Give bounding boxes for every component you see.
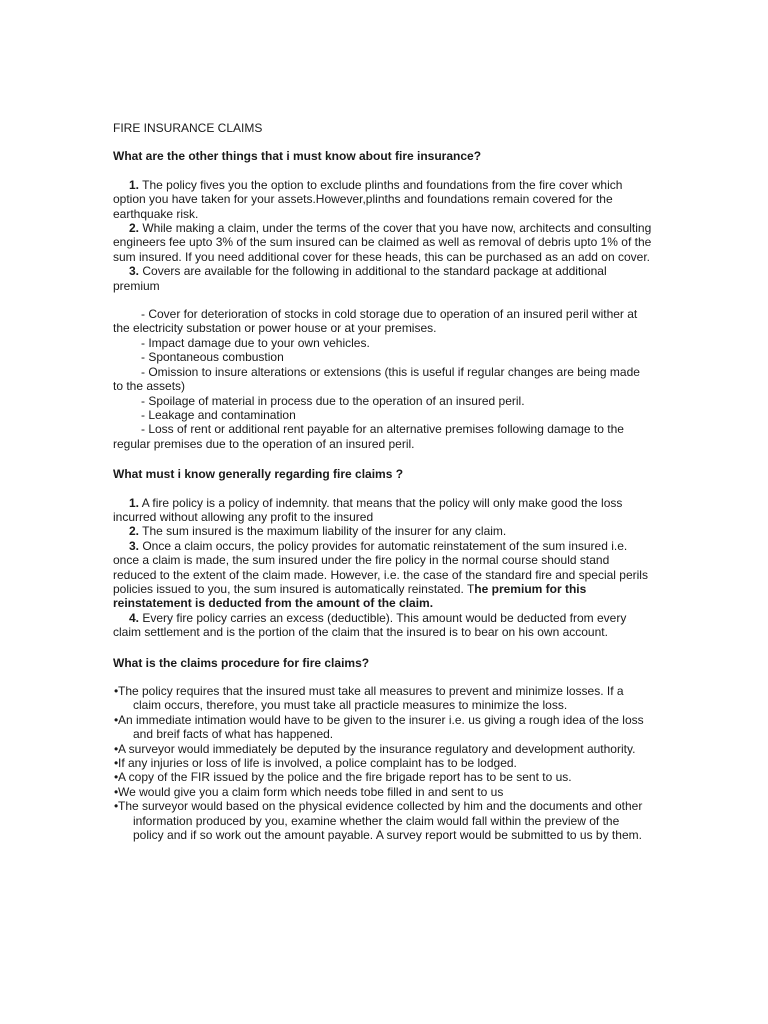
- section-heading-claims-procedure: What is the claims procedure for fire claims?: [113, 655, 370, 670]
- bullet-text: A copy of the FIR issued by the police and the fire brigade report has to be sent to us.: [118, 770, 572, 785]
- bullet-icon: •: [114, 756, 119, 771]
- item-number: 2.: [129, 524, 140, 539]
- item-number: 2.: [129, 221, 140, 236]
- document-body: [113, 121, 653, 842]
- bullet-icon: •: [114, 784, 119, 799]
- cover-item: - Cover for deterioration of stocks in cold storage due to operation of an insured peril wither at the electricity substation or power house or at your premises.: [113, 307, 638, 336]
- item-number: 4.: [129, 610, 140, 625]
- item-number: 3.: [129, 538, 140, 553]
- bullet-item: [113, 799, 653, 842]
- cover-item: - Loss of rent or additional rent payable for an alternative premises following damage to the regular premises due to the operation of an insured peril.: [113, 422, 624, 451]
- section-heading-fire-insurance: What are the other things that i must know about fire insurance?: [113, 149, 482, 164]
- bullet-text: The policy requires that the insured must take all measures to prevent and minimize losses. If a claim occurs, therefore, you must take all practicle measures to minimize the loss.: [118, 684, 624, 713]
- bullet-item: [113, 742, 653, 756]
- numbered-item: [113, 524, 653, 538]
- bullet-item: [113, 770, 653, 784]
- claims-procedure-list: [113, 684, 653, 842]
- cover-item: - Spoilage of material in process due to the operation of an insured peril.: [141, 393, 525, 408]
- bullet-item: [113, 713, 653, 742]
- cover-item: - Omission to insure alterations or extensions (this is useful if regular changes are being made to the assets): [113, 364, 640, 394]
- bullet-icon: •: [114, 684, 119, 698]
- item-text: The sum insured is the maximum liability of the insurer for any claim.: [139, 524, 507, 539]
- item-text: While making a claim, under the terms of the cover that you have now, architects and consulting engineers fee upto 3% of the sum insured can be claimed as well as removal of debris upto 1% of the sum insured. If you need additional cover for these heads, this can be purchased as an add on cover.: [113, 221, 652, 264]
- bullet-icon: •: [114, 799, 119, 814]
- bullet-item: [113, 684, 653, 713]
- bullet-icon: •: [114, 741, 119, 756]
- cover-item: - Spontaneous combustion: [141, 350, 284, 365]
- item-text: A fire policy is a policy of indemnity. that means that the policy will only make good the loss incurred without allowing any profit to the insured: [113, 495, 623, 524]
- item-bold-text: he premium for this reinstatement is deducted from the amount of the claim.: [113, 581, 587, 611]
- numbered-item: [113, 221, 653, 264]
- item-text: Every fire policy carries an excess (deductible). This amount would be deducted from every claim settlement and is the portion of the claim that the insured is to bear on his own account.: [113, 610, 627, 640]
- section-fire-insurance-list: [113, 178, 653, 293]
- item-text: Covers are available for the following in additional to the standard package at additional premium: [113, 264, 607, 293]
- cover-item: - Leakage and contamination: [141, 407, 296, 422]
- bullet-text: We would give you a claim form which needs tobe filled in and sent to us: [118, 784, 504, 799]
- numbered-item: [113, 611, 653, 640]
- item-text: The policy fives you the option to exclude plinths and foundations from the fire cover which option you have taken for your assets.However,plinths and foundations remain covered for the earthquake risk.: [113, 177, 623, 221]
- numbered-item: [113, 178, 653, 221]
- bullet-icon: •: [114, 770, 119, 785]
- cover-item: - Impact damage due to your own vehicles.: [141, 335, 370, 350]
- document-title: FIRE INSURANCE CLAIMS: [113, 121, 263, 135]
- bullet-text: If any injuries or loss of life is involved, a police complaint has to be lodged.: [118, 756, 517, 771]
- bullet-icon: •: [114, 712, 119, 727]
- section-fire-claims-list: [113, 496, 653, 640]
- numbered-item: [113, 496, 653, 525]
- item-number: 1.: [129, 177, 140, 192]
- numbered-item: [113, 264, 653, 293]
- section-heading-fire-claims: What must i know generally regarding fire claims ?: [113, 467, 404, 482]
- bullet-text: The surveyor would based on the physical evidence collected by him and the documents and other information produced by you, examine whether the claim would fall within the preview of the policy and if so work out the amount payable. A survey report would be submitted to us by them.: [118, 799, 643, 843]
- numbered-item: [113, 539, 653, 611]
- additional-covers-list: [113, 307, 653, 451]
- bullet-item: [113, 785, 653, 799]
- bullet-text: An immediate intimation would have to be given to the insurer i.e. us giving a rough idea of the loss and breif facts of what has happened.: [118, 712, 644, 742]
- bullet-item: [113, 756, 653, 770]
- item-text: Once a claim occurs, the policy provides for automatic reinstatement of the sum insured i.e. once a claim is made, the sum insured under the fire policy in the normal course should stand reduced to the extent of the claim made. However, i.e. the case of the standard fire and special perils policies issued to you, the sum insured is automatically reinstated. T: [113, 538, 648, 596]
- bullet-text: A surveyor would immediately be deputed by the insurance regulatory and development authority.: [118, 741, 636, 756]
- item-number: 1.: [129, 495, 140, 510]
- item-number: 3.: [129, 264, 140, 279]
